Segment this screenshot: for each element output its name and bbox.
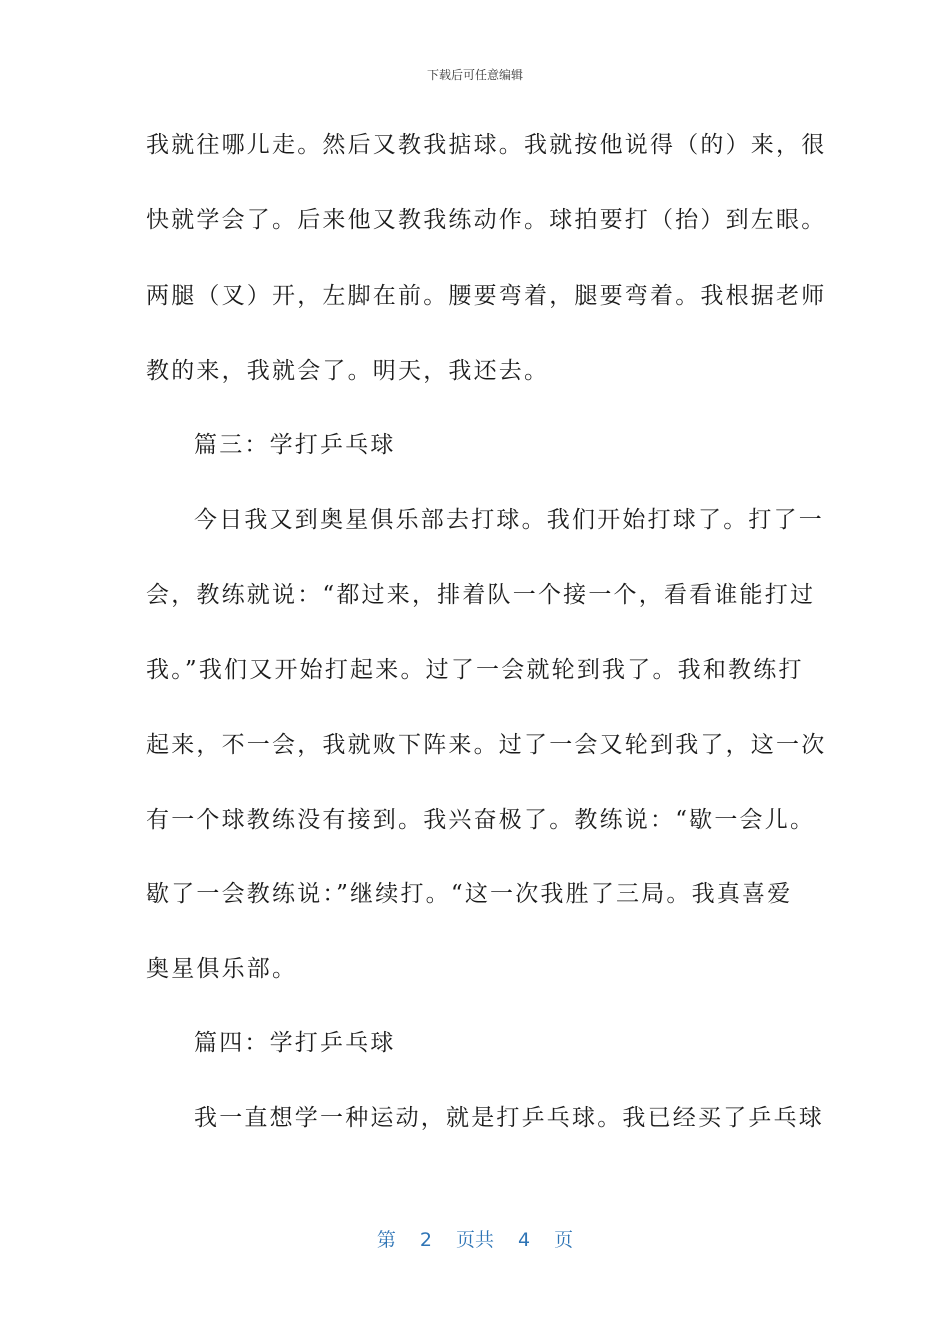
current-page-number: 2: [419, 1229, 432, 1251]
footer-middle: 页共: [455, 1229, 494, 1251]
body-line: 今日我又到奥星俱乐部去打球。我们开始打球了。打了一: [194, 507, 824, 533]
section-heading: 篇四：学打乒乓球: [194, 1030, 396, 1056]
body-line: 我一直想学一种运动，就是打乒乓球。我已经买了乒乓球: [194, 1105, 824, 1131]
section-heading: 篇三：学打乒乓球: [194, 432, 396, 458]
page-header: 下载后可任意编辑: [426, 68, 523, 82]
body-line: 歇了一会教练说：”继续打。“这一次我胜了三局。我真喜爱: [146, 881, 793, 907]
body-line: 会，教练就说：“都过来，排着队一个接一个，看看谁能打过: [146, 582, 816, 608]
footer-suffix: 页: [554, 1229, 574, 1251]
body-line: 教的来，我就会了。明天，我还去。: [146, 358, 550, 384]
page-footer: [0, 1225, 950, 1252]
total-pages-number: 4: [518, 1229, 531, 1251]
footer-prefix: 第: [376, 1229, 396, 1251]
body-line: 两腿（叉）开，左脚在前。腰要弯着，腿要弯着。我根据老师: [146, 283, 827, 309]
body-line: 奥星俱乐部。: [146, 956, 298, 982]
body-line: 起来，不一会，我就败下阵来。过了一会又轮到我了，这一次: [146, 732, 827, 758]
body-line: 快就学会了。后来他又教我练动作。球拍要打（抬）到左眼。: [146, 207, 827, 233]
body-line: 有一个球教练没有接到。我兴奋极了。教练说：“歇一会儿。: [146, 807, 816, 833]
body-line: 我就往哪儿走。然后又教我掂球。我就按他说得（的）来，很: [146, 132, 827, 158]
body-line: 我。”我们又开始打起来。过了一会就轮到我了。我和教练打: [146, 657, 804, 683]
